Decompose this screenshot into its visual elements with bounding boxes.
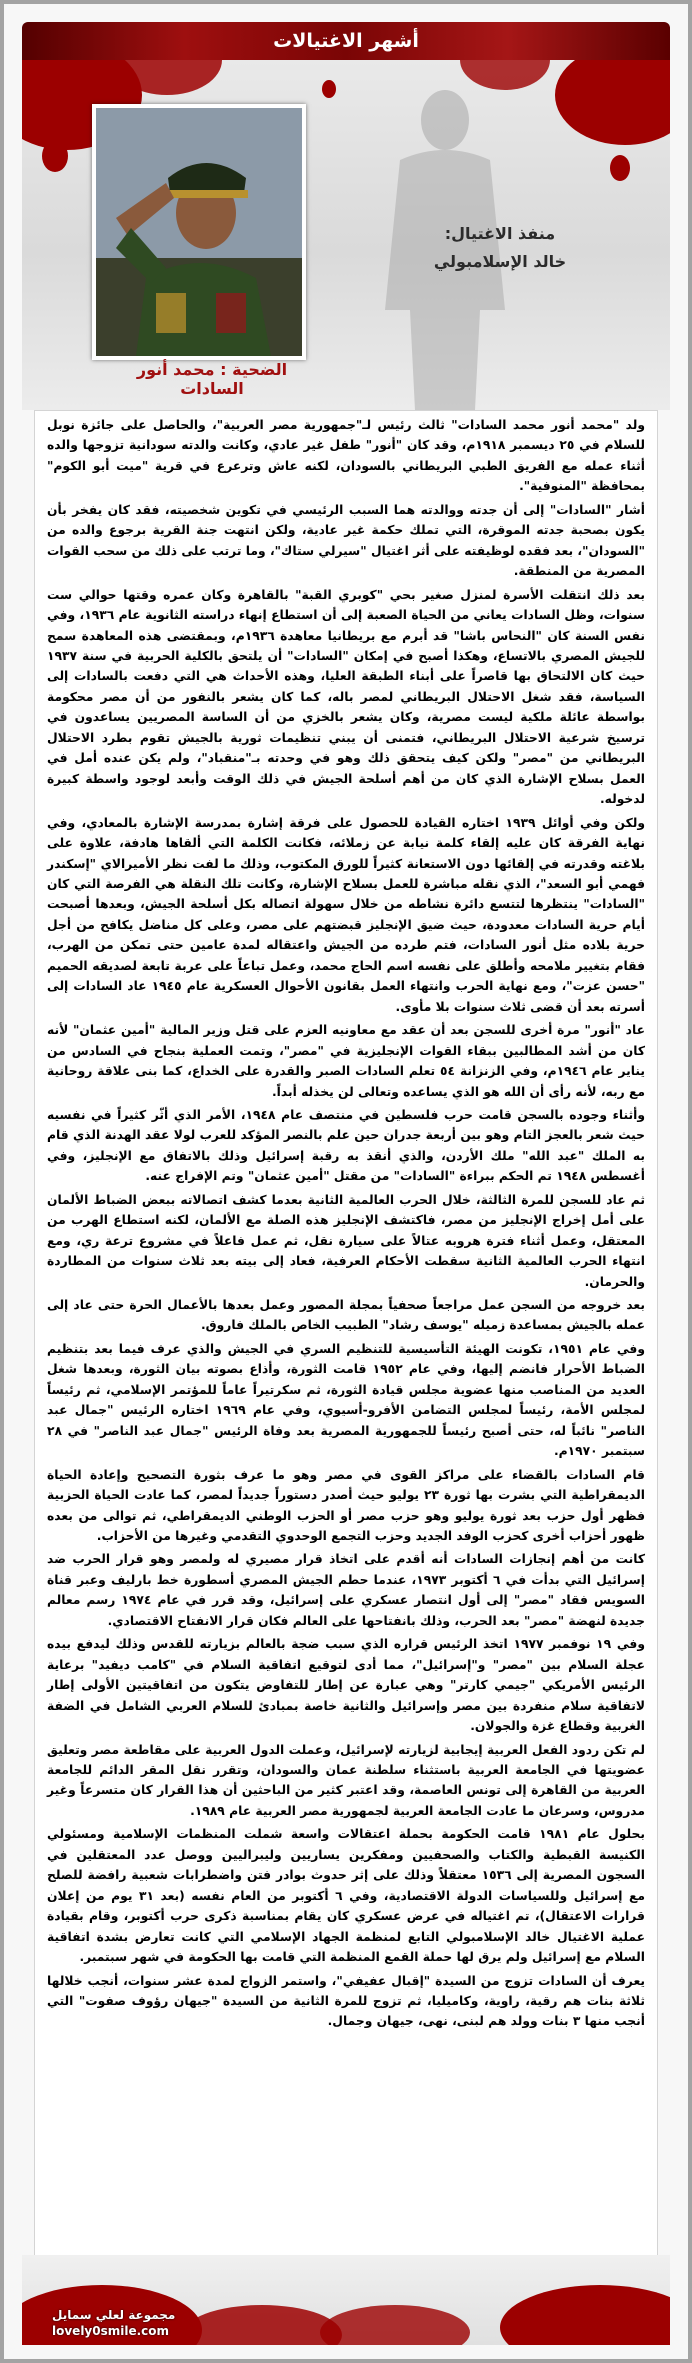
blood-splatter — [42, 140, 68, 172]
site-name: مجموعة لعلي سمايل — [52, 2308, 176, 2322]
title-bar — [22, 22, 670, 60]
article-paragraph: وفي ١٩ نوفمبر ١٩٧٧ اتخذ الرئيس قراره الذي سبب ضجة بالعالم بزيارته للقدس وذلك ليدفع بيده عجلة السلام بين "مصر" و"إسرائيل"، مما أدى لتوقيع اتفاقية السلام في "كامب ديفيد" برعاية الرئيس الأمريكي "جيمي كارتر" وهي عبارة عن إطار للتفاوض يتكون من اتفاقيتين الأولى إطار لاتفاقية سلام منفردة بين مصر وإسرائيل والثانية خاصة بمبادئ للسلام العربي الشامل في الضفة الغربية وقطاع غزة والجولان. — [47, 1637, 645, 1734]
article-paragraph: بعد ذلك انتقلت الأسرة لمنزل صغير بحي "كوبري القبة" بالقاهرة وكان عمره وقتها حوالي ست سنوات، وظل السادات يعاني من الحياة الصعبة إلى أن استطاع إنهاء دراسته الثانوية عام ١٩٣٦، وفي نفس السنة كان "النحاس باشا" قد أبرم مع بريطانيا معاهدة ١٩٣٦م، وبمقتضى هذه المعاهدة سمح للجيش المصري بالاتساع، وهكذا أصبح في إمكان "السادات" أن يلتحق بالكلية الحربية في سنة ١٩٣٧ حيث كان الالتحاق بها قاصراً على أبناء الطبقة العليا، وهذه الأحداث هي التي دفعت بالسادات إلى السياسة، فقد شغل الاحتلال البريطاني لمصر باله، كما كان يشعر بالنفور من أن مصر محكومة بواسطة عائلة ملكية ليست مصرية، وكان يشعر بالخزي من أن الساسة المصريين يساعدون في ترسيخ شرعية الاحتلال البريطاني، فتمنى أن يبني تنظيمات ثورية بالجيش تقوم بطرد الاحتلال البريطاني من "مصر" ولكن كيف يتحقق ذلك وهو في وحدته بـ"منقباد"، ولم يكن عنده أمل في العمل بسلاح الإشارة الذي كان من أهم أسلحة الجيش في ذلك الوقت وأبعد لوجود واسطة كبيرة لدخوله. — [47, 587, 646, 807]
header-banner — [22, 60, 670, 410]
site-watermark — [52, 2307, 175, 2339]
blood-splatter — [322, 80, 336, 98]
article-paragraph: بعد خروجه من السجن عمل مراجعاً صحفياً بمجلة المصور وعمل بعدها بالأعمال الحرة حتى عاد إلى عمله بالجيش بمساعدة زميله "يوسف رشاد" الطبيب الخاص بالملك فاروق. — [47, 1298, 645, 1333]
article-paragraph: ولكن وفي أوائل ١٩٣٩ اختاره القيادة للحصول على فرقة إشارة بمدرسة الإشارة بالمعادي، وفي نهاية الفرقة كان عليه إلقاء كلمة نيابة عن زملائه، فكانت الكلمة التي ألقاها هادفة، علاوة على بلاغته وقدرته في إلقائها دون الاستعانة كثيراً للورق المكتوب، وذلك ما لفت نظر الأميرالاي "إسكندر فهمي أبو السعد"، الذي نقله مباشرة للعمل بسلاح الإشارة، وكانت تلك النقلة هي الفرصة التي كان "السادات" ينتظرها لتتسع دائرة نشاطه من خلال سهولة اتصاله بكل أسلحة الجيش، وبعدها أصبحت أيام حرية السادات معدودة، حيث ضيق الإنجليز قبضتهم على مصر، وعلى كل مناضل يكافح من أجل حرية بلاده مثل أنور السادات، فتم طرده من الجيش واعتقاله لمدة عامين حتى تمكن من الهرب، فقام بتغيير ملامحه وأطلق على نفسه اسم الحاج محمد، وعمل تباعاً على عربة تابعة لصديقه الحميم "حسن عزت"، ومع نهاية الحرب وانتهاء العمل بقانون الأحوال العسكرية عام ١٩٤٥ عاد السادات إلى أسرته بعد أن قضى ثلاث سنوات بلا مأوى. — [47, 815, 646, 1014]
biography-article — [34, 410, 658, 2258]
blood-splatter — [555, 60, 670, 145]
assassin-label — [420, 220, 580, 276]
article-paragraph: ثم عاد للسجن للمرة الثالثة، خلال الحرب العالمية الثانية بعدما كشف اتصالاته ببعض الضباط الألمان على أمل إخراج الإنجليز من مصر، فاكتشف الإنجليز هذه الصلة مع الألمان، لكنه استطاع الهرب من المعتقل، وعمل أثناء فترة هروبه عتالاً على سيارة نقل، ثم عمل فاعلاً في مشروع ترعة ري، ومع انتهاء الحرب العالمية الثانية سقطت الأحكام العرفية، فعاد إلى بيته بعد ثلاث سنوات من المطاردة والحرمان. — [47, 1192, 645, 1289]
site-domain: lovely0smile.com — [52, 2324, 170, 2338]
blood-splatter — [500, 2285, 670, 2345]
assassin-name: خالد الإسلامبولي — [433, 252, 567, 271]
victim-label: الضحية : محمد أنور السادات — [136, 360, 288, 398]
article-paragraph: يعرف أن السادات تزوج من السيدة "إقبال عفيفي"، واستمر الزواج لمدة عشر سنوات، أنجب خلالها ثلاثة بنات هم رقية، راوية، وكاميليا، ثم تزوج للمرة الثانية من السيدة "جيهان رؤوف صفوت" التي أنجب منها ٣ بنات وولد هم لبنى، نهى، جيهان وجمال. — [47, 1973, 645, 2029]
victim-portrait-frame — [92, 104, 306, 360]
blood-splatter — [610, 155, 630, 181]
article-paragraph: لم تكن ردود الفعل العربية إيجابية لزيارته لإسرائيل، وعملت الدول العربية على مقاطعة مصر وتعليق عضويتها في الجامعة العربية باستثناء سلطنة عمان والسودان، وتقرر نقل المقر الدائم للجامعة العربية من القاهرة إلى تونس العاصمة، وقد اعتبر كثير من الباحثين أن هذا القرار كان متسرعاً وغير مدروس، وسرعان ما عادت الجامعة العربية لجمهورية مصر العربية عام ١٩٨٩. — [47, 1742, 645, 1818]
blood-splatter — [320, 2305, 470, 2345]
victim-portrait — [96, 108, 302, 356]
footer-banner — [22, 2255, 670, 2345]
article-paragraph: بحلول عام ١٩٨١ قامت الحكومة بحملة اعتقالات واسعة شملت المنظمات الإسلامية ومسئولي الكنيسة القبطية والكتاب والصحفيين ومفكرين يساريين وليبراليين ووصل عدد المعتقلين في السجون المصرية إلى ١٥٣٦ معتقلاً وذلك على إثر حدوث بوادر فتن واضطرابات شعبية رافضة للصلح مع إسرائيل وللسياسات الدولة الاقتصادية، وفي ٦ أكتوبر من العام نفسه (بعد ٣١ يوم من إعلان قرارات الاعتقال)، تم اغتياله في عرض عسكري كان يقام بمناسبة ذكرى حرب أكتوبر، وقام بقيادة عملية الاغتيال خالد الإسلامبولي التابع لمنظمة الجهاد الإسلامي التي كانت تعارض بشدة اتفاقية السلام مع إسرائيل ولم يرق لها حملة القمع المنظمة التي قامت بها الحكومة في شهر سبتمبر. — [47, 1827, 646, 1965]
article-paragraph: أشار "السادات" إلى أن جدته ووالدته هما السبب الرئيسي في تكوين شخصيته، فقد كان يفخر بأن يكون بصحبة جدته الموقرة، التي تملك حكمة غير عادية، ولكن انتهت جنة القرية برجوع والده من "السودان"، بعد فقده لوظيفته على أثر اغتيال "سيرلي ستاك"، وما ترتب على ذلك من سحب القوات المصرية من المنطقة. — [47, 502, 645, 579]
article-paragraph: وأثناء وجوده بالسجن قامت حرب فلسطين في منتصف عام ١٩٤٨، الأمر الذي أثّر كثيراً في نفسيه حيث شعر بالعجز التام وهو بين أربعة جدران حين علم بالنصر المؤكد للعرب لولا عقد الهدنة الذي قام به الملك "عبد الله" ملك الأردن، والذي أنقذ به رقبة إسرائيل وذلك بالاتفاق مع الإنجليز، وفي أغسطس ١٩٤٨ تم الحكم ببراءة "السادات" من مقتل "أمين عثمان" وتم الإفراج عنه. — [47, 1107, 646, 1184]
article-paragraph: كانت من أهم إنجازات السادات أنه أقدم على اتخاذ قرار مصيري له ولمصر وهو قرار الحرب ضد إسرائيل التي بدأت في ٦ أكتوبر ١٩٧٣، عندما حطم الجيش المصري أسطورة خط بارليف وعبر قناة السويس فقاد "مصر" إلى أول انتصار عسكري على إسرائيل، وقد قرر في عام ١٩٧٤ رسم معالم جديدة لنهضة "مصر" بعد الحرب، وذلك بانفتاحها على العالم فكان قرار الانفتاح الاقتصادي. — [47, 1552, 645, 1628]
page-title: أشهر الاغتيالات — [273, 30, 419, 52]
assassin-caption: منفذ الاغتيال: — [444, 224, 556, 243]
blood-splatter — [182, 2305, 342, 2345]
article-paragraph: ولد "محمد أنور محمد السادات" ثالث رئيس لـ"جمهورية مصر العربية"، والحاصل على جائزة نوبل للسلام في ٢٥ ديسمبر ١٩١٨م، وقد كان "أنور" طفل غير عادي، وكانت والدته سودانية تزوجها والده أثناء عمله مع الفريق الطبي البريطاني بالسودان، لكنه عاش وترعرع في قرية "ميت أبو الكوم" بمحافظة "المنوفية". — [47, 418, 645, 494]
article-paragraph: عاد "أنور" مرة أخرى للسجن بعد أن عقد مع معاونيه العزم على قتل وزير المالية "أمين عثمان" لأنه كان من أشد المطالبين ببقاء القوات الإنجليزية في "مصر"، وتمت العملية بنجاح في السادس من يناير عام ١٩٤٦م، وفي الزنزانة ٥٤ تعلم السادات الصبر والقدرة على الخداع، كما بنى علاقة روحانية مع ربه، لأنه رأى أن الله هو الذي يساعده وتعالى لن يخذله أبداً. — [47, 1023, 645, 1099]
article-paragraph: قام السادات بالقضاء على مراكز القوى في مصر وهو ما عرف بثورة التصحيح وإعادة الحياة الديمقراطية التي بشرت بها ثورة ٢٣ يوليو حيث أصدر دستوراً جديداً لمصر، كما عادت الحياة الحزبية فظهر أول حزب بعد ثورة يوليو وهو حزب مصر أو الحزب الوطني الديمقراطي، ثم توالى من بعده ظهور أحزاب أخرى كحزب الوفد الجديد وحزب التجمع الوحدوي التقدمي وغيرها من الأحزاب. — [47, 1467, 645, 1544]
article-paragraph: وفي عام ١٩٥١، تكونت الهيئة التأسيسية للتنظيم السري في الجيش والذي عرف فيما بعد بتنظيم الضباط الأحرار فانضم إليها، وفي عام ١٩٥٢ قامت الثورة، وأذاع بصوته بيان الثورة، وبعدها شغل العديد من المناصب منها عضوية مجلس قيادة الثورة، ثم سكرتيراً عاماً للمؤتمر الإسلامي، ثم رئيساً لمجلس الأمة، رئيساً لمجلس التضامن الأفرو-أسيوي، وفي عام ١٩٦٩ اختاره الرئيس "جمال عبد الناصر" نائباً له، حتى أصبح رئيساً للجمهورية المصرية بعد وفاة الرئيس "جمال عبد الناصر" في ٢٨ سبتمبر ١٩٧٠م. — [47, 1341, 645, 1459]
